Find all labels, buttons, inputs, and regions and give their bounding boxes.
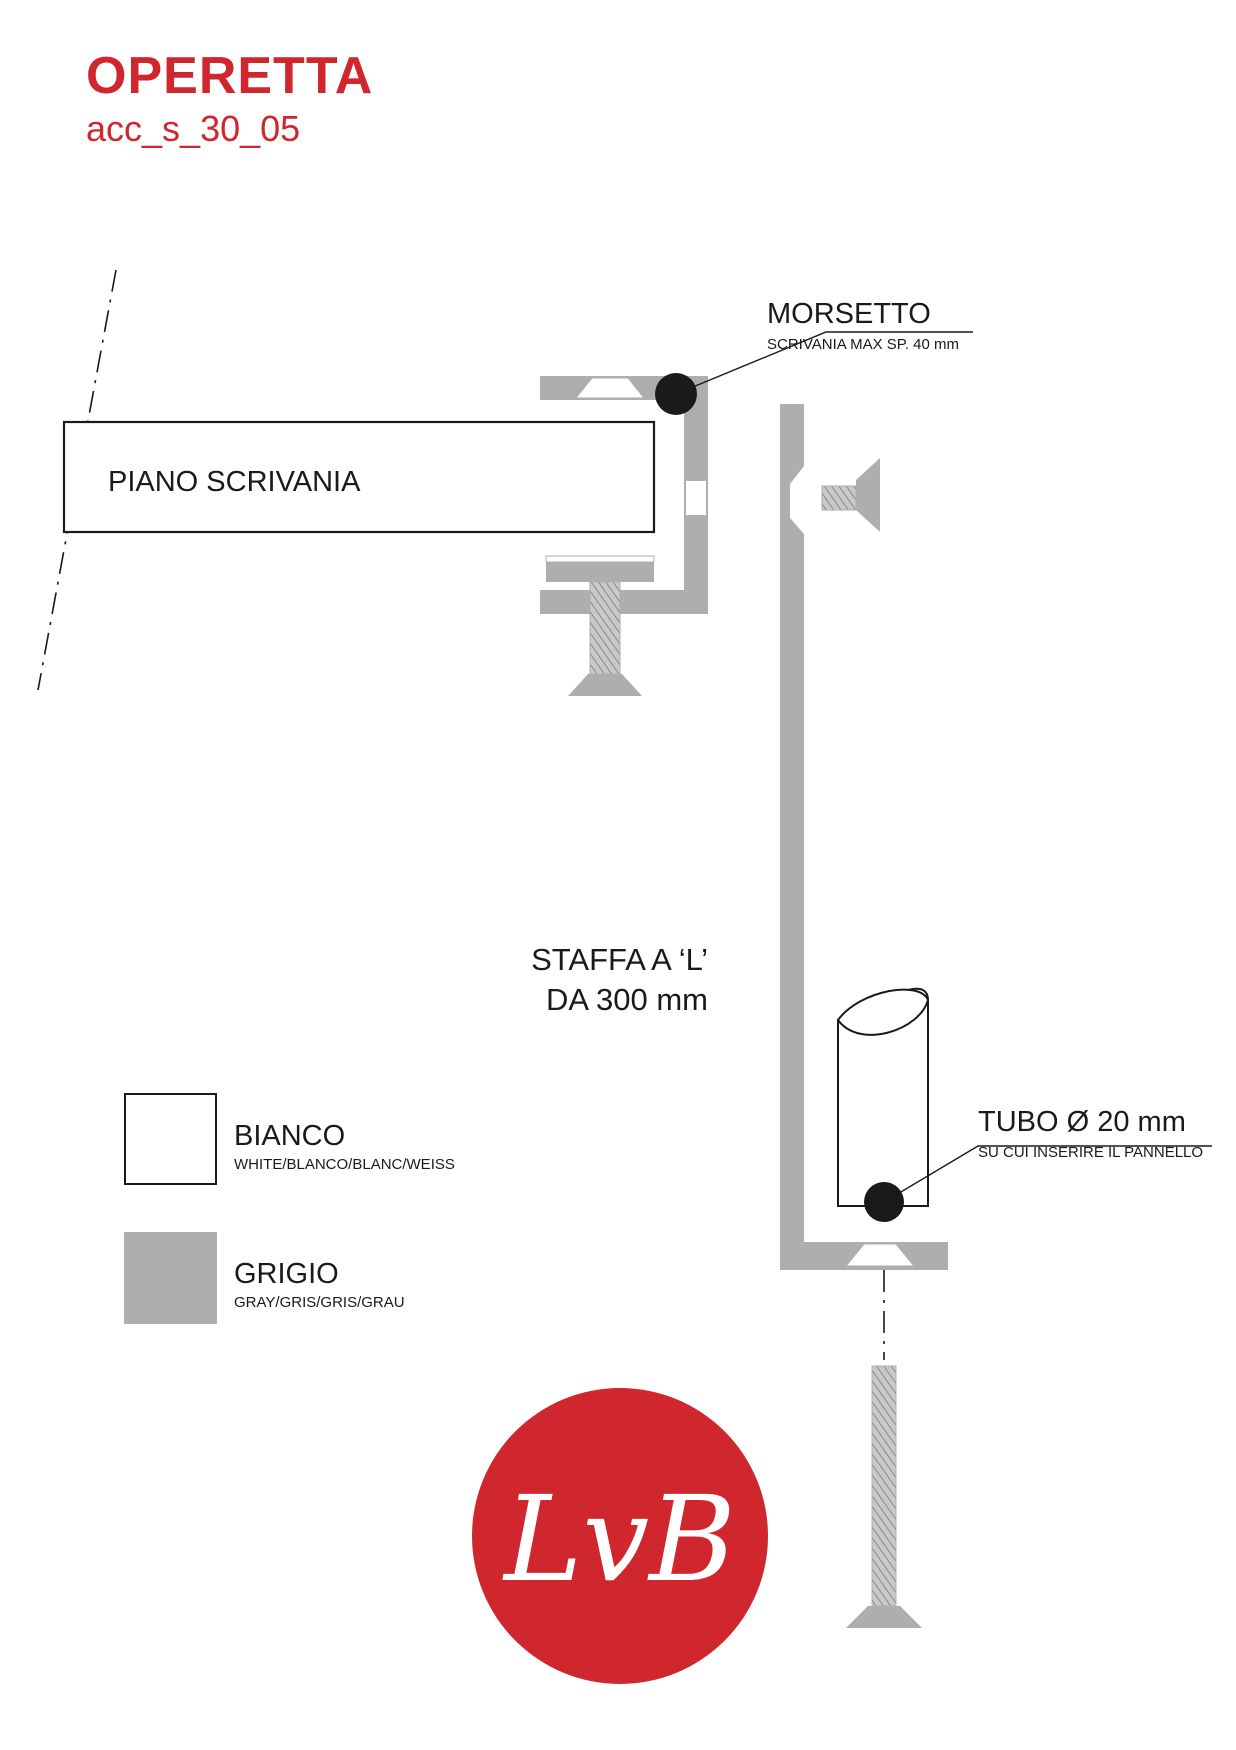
page-title: OPERETTA (86, 47, 374, 105)
legend-white-translations: WHITE/BLANCO/BLANC/WEISS (234, 1156, 455, 1173)
legend-grey-name: GRIGIO (234, 1258, 339, 1290)
staffa-line1: STAFFA A ‘L’ (531, 942, 708, 977)
wall-screw (822, 486, 856, 510)
legend-white-name: BIANCO (234, 1120, 346, 1152)
tubo-sublabel: SU CUI INSERIRE IL PANNELLO (978, 1144, 1204, 1161)
clamp-screw (590, 582, 620, 674)
staffa-line2: DA 300 mm (546, 982, 708, 1017)
long-bolt-head (846, 1606, 922, 1628)
logo-monogram: LvB (504, 1470, 736, 1608)
clamp-window (686, 481, 706, 515)
long-bolt (872, 1366, 896, 1606)
tubo-label: TUBO Ø 20 mm (978, 1106, 1186, 1138)
clamp-pressure-plate-top (546, 556, 654, 562)
morsetto-sublabel: SCRIVANIA MAX SP. 40 mm (767, 336, 960, 353)
staffa-label (531, 940, 708, 1020)
wall-screw-head (856, 458, 880, 532)
legend-swatch-white (125, 1094, 216, 1184)
product-code: acc_s_30_05 (86, 108, 301, 149)
legend-swatch-grey (124, 1232, 217, 1324)
morsetto-label: MORSETTO (767, 298, 931, 330)
legend-grey-translations: GRAY/GRIS/GRIS/GRAU (234, 1294, 405, 1311)
clamp-pressure-plate (546, 562, 654, 582)
desk-label: PIANO SCRIVANIA (108, 466, 361, 498)
clamp-foot (568, 674, 642, 696)
